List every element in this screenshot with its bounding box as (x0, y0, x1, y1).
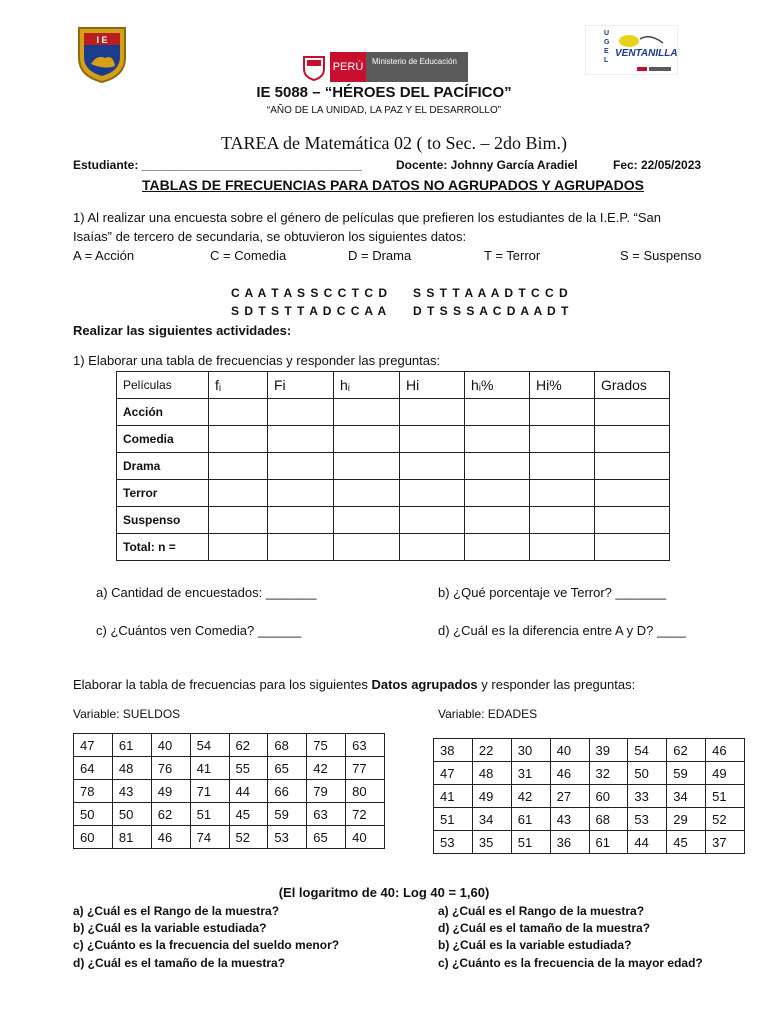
grouped-data-intro (73, 677, 635, 692)
data-cell: 61 (112, 734, 151, 757)
data-cell: 27 (550, 785, 589, 808)
data-cell: 37 (706, 831, 745, 854)
empty-cell[interactable] (465, 426, 530, 453)
left-question-d: d) ¿Cuál es el tamaño de la muestra? (73, 956, 286, 970)
data-cell: 62 (151, 803, 190, 826)
header-Fi-cum: Fi (268, 372, 334, 399)
data-cell: 41 (190, 757, 229, 780)
table-instruction: 1) Elaborar una tabla de frecuencias y responder las preguntas: (73, 353, 441, 368)
empty-cell[interactable] (595, 480, 670, 507)
data-cell: 45 (667, 831, 706, 854)
row-label: Acción (117, 399, 209, 426)
legend-comedia: C = Comedia (210, 248, 287, 263)
empty-cell[interactable] (209, 399, 268, 426)
empty-cell[interactable] (400, 399, 465, 426)
empty-cell[interactable] (268, 399, 334, 426)
empty-cell[interactable] (530, 453, 595, 480)
data-cell: 35 (472, 831, 511, 854)
data-cell: 68 (268, 734, 307, 757)
data-cell: 47 (74, 734, 113, 757)
empty-cell[interactable] (595, 534, 670, 561)
header-hi: hᵢ (334, 372, 400, 399)
data-cell: 41 (434, 785, 473, 808)
left-question-b: b) ¿Cuál es la variable estudiada? (73, 921, 267, 935)
header-peliculas: Películas (117, 372, 209, 399)
data-cell: 50 (112, 803, 151, 826)
data-cell: 48 (112, 757, 151, 780)
data-cell: 30 (511, 739, 550, 762)
table-row (117, 507, 670, 534)
data-row1-a: C A A T A S S C C T C D (231, 286, 388, 300)
data-cell: 44 (229, 780, 268, 803)
data-cell: 43 (550, 808, 589, 831)
data-cell: 68 (589, 808, 628, 831)
data-cell: 62 (667, 739, 706, 762)
problem1-statement-line2: Isaías” de tercero de secundaria, se obtuvieron los siguientes datos: (73, 229, 467, 244)
empty-cell[interactable] (268, 534, 334, 561)
header-hi-pct: hᵢ% (465, 372, 530, 399)
data-cell: 51 (434, 808, 473, 831)
data-cell: 32 (589, 762, 628, 785)
task-title: TAREA de Matemática 02 ( to Sec. – 2do Bim.) (221, 133, 567, 153)
ministry-label: Ministerio de Educación (366, 52, 468, 82)
data-cell: 47 (434, 762, 473, 785)
data-cell: 77 (346, 757, 385, 780)
data-cell: 55 (229, 757, 268, 780)
data-cell: 34 (472, 808, 511, 831)
data-cell: 76 (151, 757, 190, 780)
table-row (117, 426, 670, 453)
data-cell: 33 (628, 785, 667, 808)
data-cell: 44 (628, 831, 667, 854)
empty-cell[interactable] (268, 453, 334, 480)
data-cell: 53 (268, 826, 307, 849)
legend-accion: A = Acción (73, 248, 135, 263)
data-cell: 46 (151, 826, 190, 849)
row-label: Terror (117, 480, 209, 507)
data-cell: 36 (550, 831, 589, 854)
data-cell: 63 (346, 734, 385, 757)
legend-suspenso: S = Suspenso (620, 248, 702, 263)
empty-cell[interactable] (209, 507, 268, 534)
empty-cell[interactable] (465, 399, 530, 426)
data-cell: 42 (511, 785, 550, 808)
student-field: Estudiante: _________________________________ (73, 158, 362, 172)
left-question-a: a) ¿Cuál es el Rango de la muestra? (73, 904, 280, 918)
sueldos-row (74, 803, 385, 826)
data-cell: 43 (112, 780, 151, 803)
table-row (117, 453, 670, 480)
empty-cell[interactable] (465, 534, 530, 561)
sueldos-row (74, 826, 385, 849)
school-seal-logo (75, 24, 129, 84)
data-cell: 61 (511, 808, 550, 831)
sueldos-row (74, 780, 385, 803)
empty-cell[interactable] (334, 507, 400, 534)
empty-cell[interactable] (595, 453, 670, 480)
table-header-row (117, 372, 670, 399)
empty-cell[interactable] (209, 426, 268, 453)
intro-text: Elaborar la tabla de frecuencias para los siguientes (73, 677, 372, 692)
intro-bold-text: Datos agrupados (371, 677, 478, 692)
data-cell: 78 (74, 780, 113, 803)
data-cell: 39 (589, 739, 628, 762)
data-cell: 29 (667, 808, 706, 831)
edades-row (434, 785, 745, 808)
data-cell: 75 (307, 734, 346, 757)
empty-cell[interactable] (334, 534, 400, 561)
data-cell: 49 (151, 780, 190, 803)
edades-table (433, 738, 745, 854)
ugel-logo (585, 25, 678, 75)
question-d: d) ¿Cuál es la diferencia entre A y D? ____ (438, 623, 686, 638)
empty-cell[interactable] (334, 426, 400, 453)
data-cell: 65 (307, 826, 346, 849)
empty-cell[interactable] (530, 480, 595, 507)
right-question-d: d) ¿Cuál es el tamaño de la muestra? (438, 921, 651, 935)
header-grados: Grados (595, 372, 670, 399)
data-cell: 79 (307, 780, 346, 803)
data-cell: 53 (434, 831, 473, 854)
data-cell: 51 (511, 831, 550, 854)
question-b: b) ¿Qué porcentaje ve Terror? _______ (438, 585, 667, 600)
data-cell: 46 (706, 739, 745, 762)
empty-cell[interactable] (595, 507, 670, 534)
header-Hi-pct: Hi% (530, 372, 595, 399)
data-cell: 54 (190, 734, 229, 757)
empty-cell[interactable] (209, 453, 268, 480)
peru-label: PERÚ (330, 52, 366, 82)
data-cell: 53 (628, 808, 667, 831)
edades-row (434, 762, 745, 785)
year-motto: “AÑO DE LA UNIDAD, LA PAZ Y EL DESARROLLO” (266, 105, 502, 116)
legend-drama: D = Drama (348, 248, 412, 263)
row-label: Suspenso (117, 507, 209, 534)
empty-cell[interactable] (268, 480, 334, 507)
data-cell: 60 (74, 826, 113, 849)
empty-cell[interactable] (209, 534, 268, 561)
data-cell: 51 (190, 803, 229, 826)
data-row1-b: S S T T A A A D T C C D (413, 286, 569, 300)
sueldos-label: Variable: SUELDOS (73, 707, 181, 721)
empty-cell[interactable] (465, 507, 530, 534)
empty-cell[interactable] (268, 507, 334, 534)
empty-cell[interactable] (334, 480, 400, 507)
empty-cell[interactable] (334, 453, 400, 480)
empty-cell[interactable] (530, 426, 595, 453)
empty-cell[interactable] (268, 426, 334, 453)
table-row (117, 534, 670, 561)
edades-row (434, 739, 745, 762)
question-a: a) Cantidad de encuestados: _______ (96, 585, 317, 600)
data-cell: 54 (628, 739, 667, 762)
data-cell: 74 (190, 826, 229, 849)
data-row2-a: S D T S T T A D C C A A (231, 304, 388, 318)
main-title: TABLAS DE FRECUENCIAS PARA DATOS NO AGRUPADOS Y AGRUPADOS (142, 177, 644, 193)
empty-cell[interactable] (400, 534, 465, 561)
right-question-a: a) ¿Cuál es el Rango de la muestra? (438, 904, 645, 918)
sueldos-row (74, 734, 385, 757)
data-cell: 38 (434, 739, 473, 762)
data-cell: 31 (511, 762, 550, 785)
ugel-label: VENTANILLA (615, 48, 678, 59)
data-cell: 42 (307, 757, 346, 780)
intro-text-end: y responder las preguntas: (477, 677, 636, 692)
log-note: (El logaritmo de 40: Log 40 = 1,60) (278, 885, 490, 900)
data-cell: 60 (589, 785, 628, 808)
empty-cell[interactable] (595, 399, 670, 426)
edades-row (434, 831, 745, 854)
table-row (117, 480, 670, 507)
left-question-c: c) ¿Cuánto es la frecuencia del sueldo menor? (73, 938, 340, 952)
data-cell: 52 (229, 826, 268, 849)
data-cell: 52 (706, 808, 745, 831)
row-label-total: Total: n = (117, 534, 209, 561)
activities-label: Realizar las siguientes actividades: (73, 323, 292, 338)
empty-cell[interactable] (209, 480, 268, 507)
data-cell: 59 (268, 803, 307, 826)
problem1-statement-line1: 1) Al realizar una encuesta sobre el género de películas que prefieren los estudiantes de la I.E.P. “San (73, 210, 662, 225)
data-cell: 34 (667, 785, 706, 808)
empty-cell[interactable] (400, 453, 465, 480)
date-label: Fec: 22/05/2023 (613, 158, 702, 172)
data-cell: 40 (346, 826, 385, 849)
data-cell: 49 (472, 785, 511, 808)
empty-cell[interactable] (334, 399, 400, 426)
sueldos-table (73, 733, 385, 849)
data-cell: 40 (550, 739, 589, 762)
data-cell: 63 (307, 803, 346, 826)
data-cell: 66 (268, 780, 307, 803)
data-cell: 40 (151, 734, 190, 757)
peru-shield-icon (300, 55, 328, 81)
empty-cell[interactable] (530, 399, 595, 426)
data-cell: 71 (190, 780, 229, 803)
data-cell: 49 (706, 762, 745, 785)
data-cell: 72 (346, 803, 385, 826)
data-cell: 64 (74, 757, 113, 780)
header-Hi-cum: Hi (400, 372, 465, 399)
empty-cell[interactable] (400, 507, 465, 534)
data-cell: 22 (472, 739, 511, 762)
row-label: Drama (117, 453, 209, 480)
empty-cell[interactable] (465, 453, 530, 480)
teacher-name: Docente: Johnny García Aradiel (396, 158, 578, 172)
empty-cell[interactable] (595, 426, 670, 453)
edades-row (434, 808, 745, 831)
empty-cell[interactable] (530, 507, 595, 534)
data-cell: 46 (550, 762, 589, 785)
data-cell: 59 (667, 762, 706, 785)
ugel-letters: UGEL (604, 30, 610, 64)
empty-cell[interactable] (400, 480, 465, 507)
data-cell: 51 (706, 785, 745, 808)
seal-text: I E (96, 35, 108, 45)
header-fi: fᵢ (209, 372, 268, 399)
edades-label: Variable: EDADES (438, 707, 538, 721)
data-cell: 45 (229, 803, 268, 826)
data-cell: 50 (74, 803, 113, 826)
empty-cell[interactable] (465, 480, 530, 507)
row-label: Comedia (117, 426, 209, 453)
empty-cell[interactable] (530, 534, 595, 561)
data-cell: 61 (589, 831, 628, 854)
data-cell: 65 (268, 757, 307, 780)
table-row (117, 399, 670, 426)
empty-cell[interactable] (400, 426, 465, 453)
data-cell: 80 (346, 780, 385, 803)
ministry-logo (300, 52, 468, 82)
data-cell: 50 (628, 762, 667, 785)
right-question-b: b) ¿Cuál es la variable estudiada? (438, 938, 632, 952)
question-c: c) ¿Cuántos ven Comedia? ______ (96, 623, 302, 638)
data-cell: 62 (229, 734, 268, 757)
sueldos-row (74, 757, 385, 780)
data-row2-b: D T S S S A C D A A D T (413, 304, 570, 318)
legend-terror: T = Terror (484, 248, 541, 263)
school-name: IE 5088 – “HÉROES DEL PACÍFICO” (256, 84, 512, 101)
data-cell: 81 (112, 826, 151, 849)
frequency-table (116, 371, 670, 561)
right-question-c: c) ¿Cuánto es la frecuencia de la mayor edad? (438, 956, 703, 970)
data-cell: 48 (472, 762, 511, 785)
